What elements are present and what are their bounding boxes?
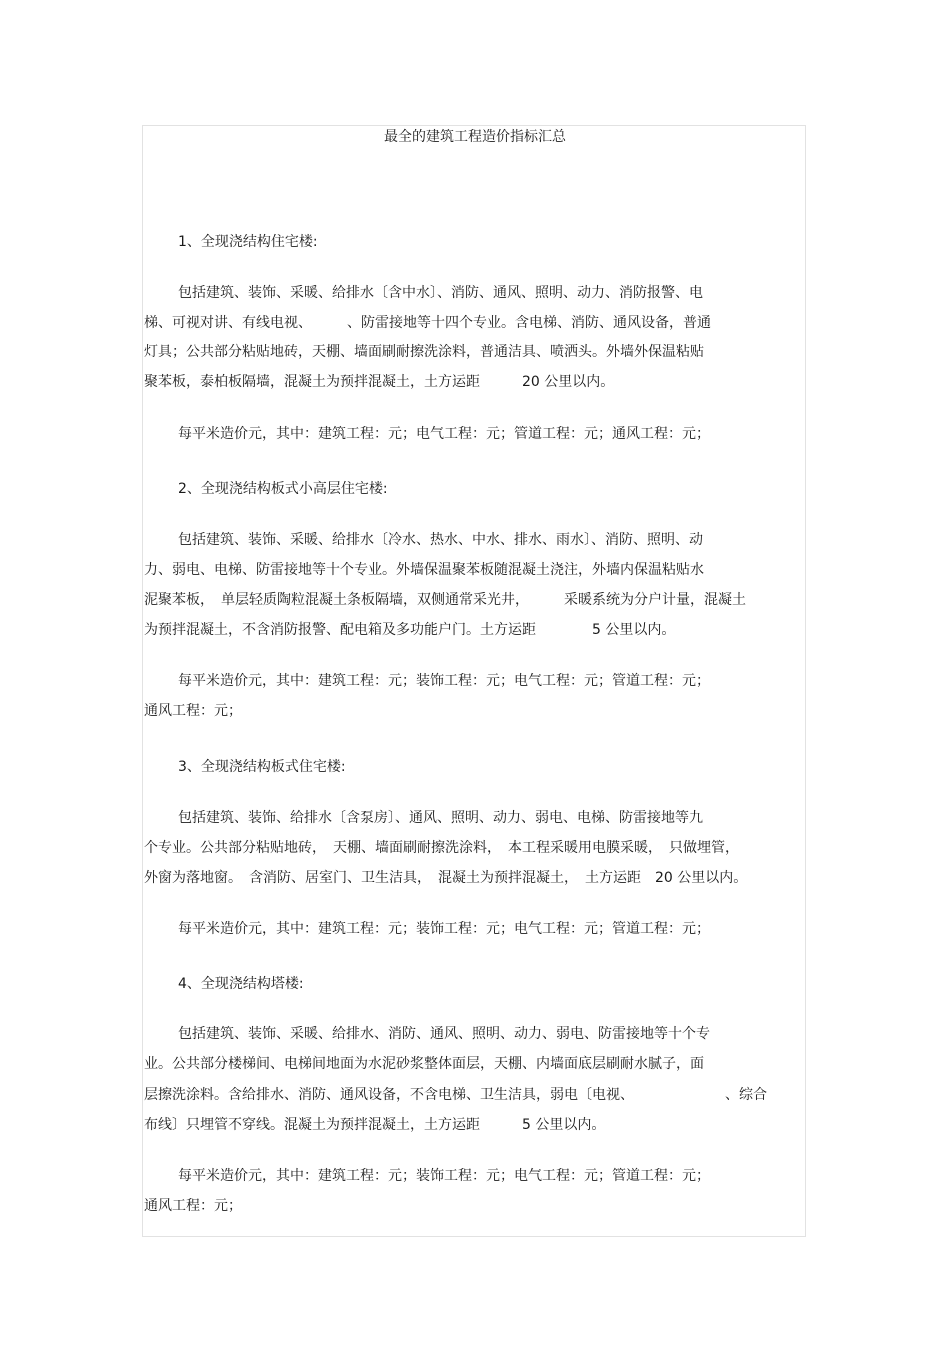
section-2-cost-2: 通风工程：元；: [144, 703, 242, 719]
section-2-line-2: 力、弱电、电梯、防雷接地等十个专业。外墙保温聚苯板随混凝土浇注，外墙内保温粘贴水: [144, 562, 704, 578]
section-1-line-2: 梯、可视对讲、有线电视、 、防雷接地等十四个专业。含电梯、消防、通风设备，普通: [144, 315, 711, 331]
section-4-cost-2: 通风工程：元；: [144, 1198, 242, 1214]
section-3-cost-1: 每平米造价元，其中：建筑工程：元；装饰工程：元；电气工程：元；管道工程：元；: [178, 921, 710, 937]
section-3-line-1: 包括建筑、装饰、给排水〔含泵房〕、通风、照明、动力、弱电、电梯、防雷接地等九: [178, 810, 703, 826]
section-4-line-1: 包括建筑、装饰、采暖、给排水、消防、通风、照明、动力、弱电、防雷接地等十个专: [178, 1026, 710, 1042]
section-4-cost-1: 每平米造价元，其中：建筑工程：元；装饰工程：元；电气工程：元；管道工程：元；: [178, 1168, 710, 1184]
section-2-cost-1: 每平米造价元，其中：建筑工程：元；装饰工程：元；电气工程：元；管道工程：元；: [178, 673, 710, 689]
section-3-line-3: 外窗为落地窗。 含消防、居室门、卫生洁具， 混凝土为预拌混凝土， 土方运距 20 公里以内。: [144, 870, 748, 886]
section-2-line-1: 包括建筑、装饰、采暖、给排水〔冷水、热水、中水、排水、雨水〕、消防、照明、动: [178, 532, 703, 548]
section-1-line-3: 灯具；公共部分粘贴地砖，天棚、墙面刷耐擦洗涂料，普通洁具、喷洒头。外墙外保温粘贴: [144, 344, 704, 360]
section-1-heading: 1、全现浇结构住宅楼:: [178, 234, 318, 250]
section-3-heading: 3、全现浇结构板式住宅楼:: [178, 759, 346, 775]
section-1-line-1: 包括建筑、装饰、采暖、给排水〔含中水〕、消防、通风、照明、动力、消防报警、电: [178, 285, 703, 301]
section-4-line-4: 布线〕只埋管不穿线。混凝土为预拌混凝土，土方运距 5 公里以内。: [144, 1117, 606, 1133]
document-title: 最全的建筑工程造价指标汇总: [384, 129, 566, 145]
section-3-line-2: 个专业。公共部分粘贴地砖， 天棚、墙面刷耐擦洗涂料， 本工程采暖用电膜采暖， 只做埋管，: [144, 840, 739, 856]
section-2-line-3: 泥聚苯板， 单层轻质陶粒混凝土条板隔墙，双侧通常采光井， 采暖系统为分户计量，混凝土: [144, 592, 746, 608]
section-4-line-2: 业。公共部分楼梯间、电梯间地面为水泥砂浆整体面层，天棚、内墙面底层刷耐水腻子，面: [144, 1056, 704, 1072]
section-2-line-4: 为预拌混凝土，不含消防报警、配电箱及多功能户门。土方运距 5 公里以内。: [144, 622, 676, 638]
section-1-line-4: 聚苯板，泰柏板隔墙，混凝土为预拌混凝土，土方运距 20 公里以内。: [144, 374, 615, 390]
section-2-heading: 2、全现浇结构板式小高层住宅楼:: [178, 481, 388, 497]
section-4-line-3: 层擦洗涂料。含给排水、消防、通风设备，不含电梯、卫生洁具，弱电〔电视、 、综合: [144, 1087, 767, 1103]
section-1-cost-1: 每平米造价元，其中：建筑工程：元；电气工程：元；管道工程：元；通风工程：元；: [178, 426, 710, 442]
section-4-heading: 4、全现浇结构塔楼:: [178, 976, 304, 992]
